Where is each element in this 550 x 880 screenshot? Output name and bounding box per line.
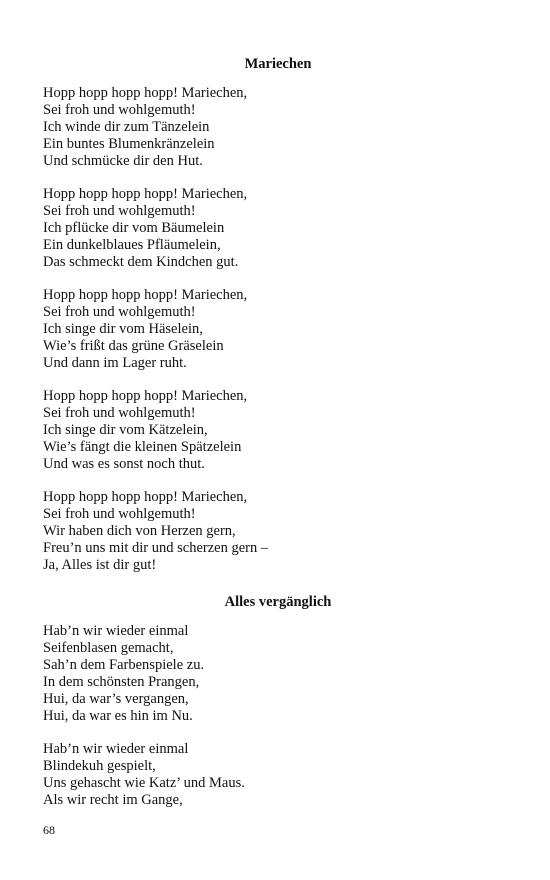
- verse-line: Sei froh und wohlgemuth!: [43, 202, 196, 219]
- verse-line: Ja, Alles ist dir gut!: [43, 556, 157, 573]
- verse-line: Ein buntes Blumenkränzelein: [43, 135, 215, 152]
- verse-line: Sei froh und wohlgemuth!: [43, 405, 196, 421]
- verse-line: Hab’n wir wieder einmal: [43, 740, 189, 757]
- verse-line: Sei froh und wohlgemuth!: [43, 101, 196, 118]
- poem-alles-verganglich: [43, 594, 513, 809]
- poem-mariechen: [43, 56, 513, 574]
- verse-line: Hopp hopp hopp hopp! Mariechen,: [43, 489, 248, 506]
- stanza: [43, 186, 513, 271]
- stanza: [43, 489, 513, 574]
- verse-line: Ein dunkelblaues Pfläumelein,: [43, 236, 221, 253]
- verse-line: Wie’s fängt die kleinen Spätzelein: [43, 438, 242, 455]
- stanza: [43, 388, 513, 473]
- verse-line: Und was es sonst noch thut.: [43, 455, 205, 472]
- verse-line: Sei froh und wohlgemuth!: [43, 303, 196, 320]
- verse-line: Sah’n dem Farbenspiele zu.: [43, 656, 205, 673]
- verse-line: Freu’n uns mit dir und scherzen gern –: [43, 539, 269, 556]
- stanza: [43, 623, 513, 724]
- verse-line: Ich winde dir zum Tänzelein: [43, 118, 210, 135]
- poem-title: Alles vergänglich: [224, 594, 332, 610]
- verse-line: Ich pflücke dir vom Bäumelein: [43, 219, 225, 236]
- verse-line: In dem schönsten Prangen,: [43, 673, 200, 690]
- poem-title: Mariechen: [244, 56, 312, 72]
- verse-line: Und schmücke dir den Hut.: [43, 152, 203, 169]
- verse-line: Hopp hopp hopp hopp! Mariechen,: [43, 287, 248, 304]
- verse-line: Hui, da war’s vergangen,: [43, 690, 189, 707]
- stanza: [43, 287, 513, 372]
- verse-line: Seifenblasen gemacht,: [43, 639, 174, 656]
- verse-line: Hopp hopp hopp hopp! Mariechen,: [43, 388, 248, 405]
- verse-line: Uns gehascht wie Katz’ und Maus.: [43, 774, 245, 791]
- verse-line: Sei froh und wohlgemuth!: [43, 506, 196, 523]
- verse-line: Blindekuh gespielt,: [43, 757, 156, 774]
- verse-line: Hopp hopp hopp hopp! Mariechen,: [43, 186, 248, 203]
- verse-line: Wir haben dich von Herzen gern,: [43, 522, 236, 539]
- verse-line: Wie’s frißt das grüne Gräselein: [43, 337, 224, 354]
- verse-line: Hab’n wir wieder einmal: [43, 623, 189, 639]
- verse-line: Hopp hopp hopp hopp! Mariechen,: [43, 85, 248, 101]
- page-number: 68: [43, 823, 55, 837]
- verse-line: Ich singe dir vom Kätzelein,: [43, 421, 208, 438]
- stanza: [43, 741, 513, 809]
- verse-line: Ich singe dir vom Häselein,: [43, 320, 203, 337]
- verse-line: Das schmeckt dem Kindchen gut.: [43, 253, 239, 270]
- verse-line: Hui, da war es hin im Nu.: [43, 707, 193, 724]
- verse-line: Und dann im Lager ruht.: [43, 354, 187, 371]
- verse-line: Als wir recht im Gange,: [43, 791, 183, 808]
- stanza: [43, 85, 513, 170]
